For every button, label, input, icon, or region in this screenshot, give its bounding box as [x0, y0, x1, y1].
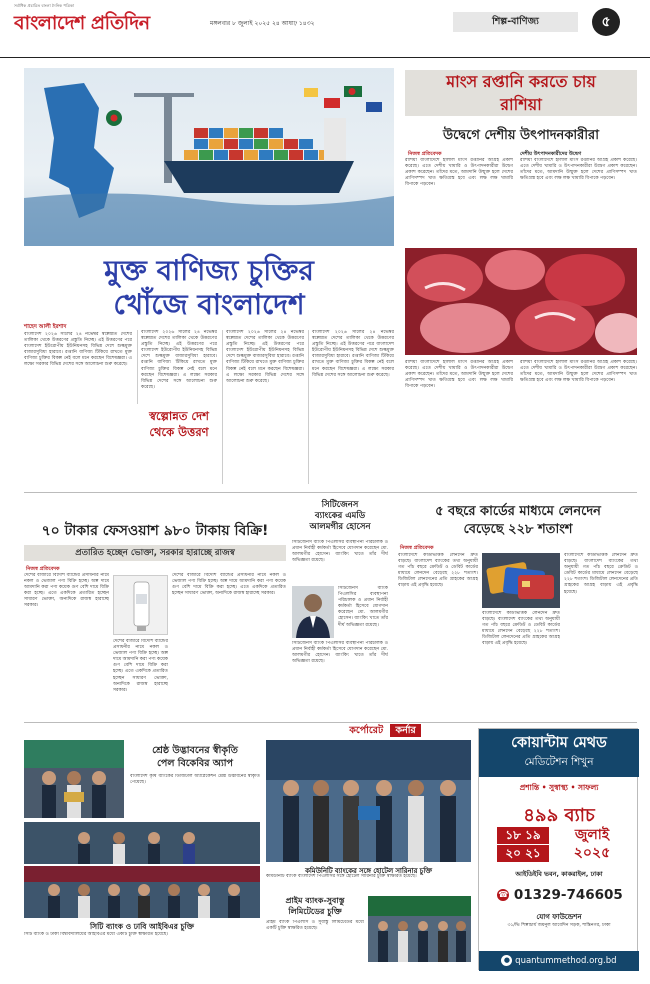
facewash-body-col2: দেশের বাজারে বিদেশি ব্যান্ডের প্রসাধনীর নামে নকল ও ভেজাল পণ্য বিক্রি হচ্ছে। অল্প দামে আমদানি করা পণ্য কয়েক গুণ বেশি দামে বিক্রি করা হচ্ছে। এতে একদিকে প্রতারিত হচ্ছেন সাধারণ ভোক্তা, অন্যদিকে রাজস্ব হারাচ্ছে সরকার।	[113, 639, 168, 693]
citizens-md-portrait	[292, 586, 334, 638]
meat-cuts-image	[405, 248, 637, 355]
containers	[184, 128, 333, 160]
person-avatar-icon	[292, 586, 334, 638]
city-bank-body: সিটি ব্যাংক ও ঢাকা বিশ্ববিদ্যালয়ের আইবিএর মধ্যে একটি চুক্তি স্বাক্ষরিত হয়েছে।	[24, 932, 169, 937]
cards-headline[interactable]	[398, 503, 638, 539]
bkb-title-line1: শ্রেষ্ঠ উদ্ভাবনের স্বীকৃতি	[152, 745, 238, 756]
citizens-title-line1: সিটিজেনস	[321, 500, 359, 510]
citizens-title[interactable]	[290, 500, 390, 533]
masthead-tagline: সর্বাধিক প্রচারিত বাংলা দৈনিক পত্রিকা	[14, 3, 75, 8]
quantum-ad[interactable]	[478, 728, 638, 970]
ad-brand-line1: কোয়ান্টাম মেথড	[511, 735, 607, 751]
ad-dates	[497, 827, 549, 862]
page-number: ৫	[592, 8, 620, 36]
citizens-body-top: সিটিজেনস ব্যাংক পিএলসির ব্যবস্থাপনা পরিচালক ও প্রধান নির্বাহী কর্মকর্তা হিসেবে যোগদান করেছেন মো. আলমগীর হোসেন। ব্যাংকিং খাতে তাঁর দীর্ঘ অভিজ্ঞতা রয়েছে।	[292, 540, 388, 564]
community-bank-body: কমিউনিটি ব্যাংক বাংলাদেশ পিএলসির সঙ্গে হোটেল সারিনার চুক্তি স্বাক্ষরিত হয়েছে।	[266, 874, 417, 879]
meat-headline[interactable]: মাংস রপ্তানি করতে চায় রাশিয়া	[405, 70, 637, 116]
cards-byline: নিজস্ব প্রতিবেদক	[400, 545, 434, 551]
facewash-body-col1: দেশের বাজারে বিদেশি ব্যান্ডের প্রসাধনীর নামে নকল ও ভেজাল পণ্য বিক্রি হচ্ছে। অল্প দামে আমদানি করা পণ্য কয়েক গুণ বেশি দামে বিক্রি করা হচ্ছে। এতে একদিকে প্রতারিত হচ্ছেন সাধারণ ভোক্তা, অন্যদিকে রাজস্ব হারাচ্ছে সরকার।	[24, 573, 109, 609]
ad-website: quantummethod.org.bd	[515, 956, 617, 966]
lead-headline[interactable]	[24, 254, 394, 322]
meat-subhead: উদ্বেগে দেশীয় উৎপাদনকারীরা	[443, 128, 599, 143]
corporate-label: কর্পোরেট	[349, 725, 384, 736]
ad-month-label: জুলাই	[574, 827, 610, 843]
city-bank-photo	[24, 866, 260, 918]
facewash-product-photo	[113, 575, 168, 635]
cards-headline-line1: ৫ বছরে কার্ডের মাধ্যমে লেনদেন	[435, 504, 601, 519]
masthead-logo[interactable]: বাংলাদেশ প্রতিদিন	[14, 12, 150, 34]
ad-brand-line2: মেডিটেশন শিখুন	[524, 756, 594, 768]
cargo-ship-map-illustration	[24, 68, 394, 246]
prime-title-line2: লিমিটেডের চুক্তি	[288, 907, 342, 916]
section-title: শিল্প-বাণিজ্য	[453, 12, 578, 32]
ad-tagline: প্রশান্তি • সুস্বাস্থ্য • সাফল্য	[519, 783, 599, 792]
ad-footer[interactable]	[479, 951, 639, 971]
bkb-award-body: বাংলাদেশ কৃষি ব্যাংকের ডিজিটাল অ্যাপ্লিকেশন শ্রেষ্ঠ উদ্ভাবনের স্বীকৃতি পেয়েছে।	[130, 774, 260, 786]
prime-bank-title[interactable]	[266, 895, 364, 917]
community-bank-agreement-photo	[266, 740, 471, 862]
prime-title-line1: প্রাইম ব্যাংক-সুবাস্তু	[285, 896, 345, 905]
prime-bank-body: প্রাইম ব্যাংক পিএলসি ও সুবাস্তু লিমিটেডের মধ্যে একটি চুক্তি স্বাক্ষরিত হয়েছে।	[266, 920, 364, 932]
citizens-body-bottom: সিটিজেনস ব্যাংক পিএলসির ব্যবস্থাপনা পরিচালক ও প্রধান নির্বাহী কর্মকর্তা হিসেবে যোগদান করেছেন মো. আলমগীর হোসেন। ব্যাংকিং খাতে তাঁর দীর্ঘ অভিজ্ঞতা রয়েছে।	[292, 641, 388, 665]
ad-phone-row[interactable]	[495, 887, 625, 903]
divider-mid	[24, 492, 637, 493]
meat-inline-head: দেশীয় উৎপাদনকারীদের উদ্বেগ	[520, 151, 582, 157]
facewash-tube-icon	[114, 576, 169, 636]
city-bank-caption[interactable]: সিটি ব্যাংক ও ঢাবি আইবিএর চুক্তি	[90, 922, 194, 931]
eye-icon: ●	[501, 955, 512, 966]
masthead	[0, 0, 650, 58]
cards-headline-line2: বেড়েছে ২২৮ শতাংশ	[463, 522, 573, 537]
ad-address: ৩১/ভি শিল্পাচার্য জয়নুল আবেদিন সড়ক, শান্তিনগর, ঢাকা	[507, 923, 611, 928]
lead-body-col4: বাংলাদেশ ২০২৬ সালের ২৪ নভেম্বর স্বল্পোন্নত দেশের তালিকা থেকে উত্তরণের প্রস্তুতি নিচ্ছে। এই উত্তরণের পরে বাংলাদেশ ইউরোপীয় ইউনিয়নসহ বিভিন্ন দেশে শুল্কমুক্ত বাজারসুবিধা হারাবে। রপ্তানি বাণিজ্য টিকিয়ে রাখতে মুক্ত বাণিজ্য চুক্তির বিকল্প নেই বলে মনে করছেন বিশেষজ্ঞরা। এ লক্ষ্যে সরকার বিভিন্ন দেশের সঙ্গে আলোচনা শুরু করেছে।	[308, 330, 394, 484]
prime-bank-agreement-photo	[368, 896, 471, 962]
lead-body-col1: বাংলাদেশ ২০২৬ সালের ২৪ নভেম্বর স্বল্পোন্নত দেশের তালিকা থেকে উত্তরণের প্রস্তুতি নিচ্ছে। এই উত্তরণের পরে বাংলাদেশ ইউরোপীয় ইউনিয়নসহ বিভিন্ন দেশে শুল্কমুক্ত বাজারসুবিধা হারাবে। রপ্তানি বাণিজ্য টিকিয়ে রাখতে মুক্ত বাণিজ্য চুক্তির বিকল্প নেই বলে মনে করছেন বিশেষজ্ঞরা। এ লক্ষ্যে সরকার বিভিন্ন দেশের সঙ্গে আলোচনা শুরু করেছে।	[24, 332, 132, 368]
ad-dates-row2: ২০ ২১	[497, 845, 549, 862]
citizens-title-line3: আলমগীর হোসেন	[309, 522, 371, 532]
lead-body-col3: বাংলাদেশ ২০২৬ সালের ২৪ নভেম্বর স্বল্পোন্নত দেশের তালিকা থেকে উত্তরণের প্রস্তুতি নিচ্ছে। এই উত্তরণের পরে বাংলাদেশ ইউরোপীয় ইউনিয়নসহ বিভিন্ন দেশে শুল্কমুক্ত বাজারসুবিধা হারাবে। রপ্তানি বাণিজ্য টিকিয়ে রাখতে মুক্ত বাণিজ্য চুক্তির বিকল্প নেই বলে মনে করছেন বিশেষজ্ঞরা। এ লক্ষ্যে সরকার বিভিন্ন দেশের সঙ্গে আলোচনা শুরু করেছে।	[222, 330, 304, 484]
bkb-title-line2: পেল বিকেবির অ্যাপ	[157, 758, 233, 769]
ad-venue: আইডিইবি ভবন, কাকরাইল, ঢাকা	[515, 870, 603, 878]
phone-icon: ☎	[498, 890, 509, 899]
ad-dates-row1: ১৮ ১৯	[497, 827, 549, 844]
facewash-byline: নিজস্ব প্রতিবেদক	[26, 566, 60, 572]
ad-month	[557, 826, 627, 862]
trade-illustration	[24, 68, 394, 246]
community-bank-photo	[266, 740, 471, 862]
meat-body-col4: রাশিয়া বাংলাদেশে হালাল মাংস রপ্তানির আগ্রহ প্রকাশ করেছে। এতে দেশীয় খামারি ও উৎপাদনকারীরা উদ্বেগ প্রকাশ করেছেন। তাঁদের মতে, আমদানি উন্মুক্ত হলে দেশের প্রাণিসম্পদ খাত ক্ষতিগ্রস্ত হবে এবং লক্ষ লক্ষ খামারি বিপাকে পড়বেন।	[520, 360, 637, 384]
issue-date: মঙ্গলবার ৮ জুলাই ২০২৫ ২৪ আষাঢ় ১৪৩২	[210, 20, 315, 27]
citizens-body-side: সিটিজেনস ব্যাংক পিএলসির ব্যবস্থাপনা পরিচালক ও প্রধান নির্বাহী কর্মকর্তা হিসেবে যোগদান করেছেন মো. আলমগীর হোসেন। ব্যাংকিং খাতে তাঁর দীর্ঘ অভিজ্ঞতা রয়েছে।	[338, 586, 388, 628]
pullquote-line2: থেকে উত্তরণ	[149, 425, 209, 439]
credit-cards-image	[482, 553, 560, 608]
prime-bank-photo	[368, 896, 471, 962]
cards-body-col1: বাংলাদেশে কার্ডভিত্তিক লেনদেন দ্রুত বাড়ছে। বাংলাদেশ ব্যাংকের তথ্য অনুযায়ী গত পাঁচ বছরে ক্রেডিট ও ডেবিট কার্ডের মাধ্যমে লেনদেন বেড়েছে ২২৮ শতাংশ। ডিজিটাল লেনদেনের প্রতি গ্রাহকের আগ্রহ বাড়ায় এই প্রবৃদ্ধি হয়েছে।	[398, 553, 478, 589]
lead-body-col2: বাংলাদেশ ২০২৬ সালের ২৪ নভেম্বর স্বল্পোন্নত দেশের তালিকা থেকে উত্তরণের প্রস্তুতি নিচ্ছে। এই উত্তরণের পরে বাংলাদেশ ইউরোপীয় ইউনিয়নসহ বিভিন্ন দেশে শুল্কমুক্ত বাজারসুবিধা হারাবে। রপ্তানি বাণিজ্য টিকিয়ে রাখতে মুক্ত বাণিজ্য চুক্তির বিকল্প নেই বলে মনে করছেন বিশেষজ্ঞরা। এ লক্ষ্যে সরকার বিভিন্ন দেশের সঙ্গে আলোচনা শুরু করেছে।	[137, 330, 217, 404]
cards-body-col3: বাংলাদেশে কার্ডভিত্তিক লেনদেন দ্রুত বাড়ছে। বাংলাদেশ ব্যাংকের তথ্য অনুযায়ী গত পাঁচ বছরে ক্রেডিট ও ডেবিট কার্ডের মাধ্যমে লেনদেন বেড়েছে ২২৮ শতাংশ। ডিজিটাল লেনদেনের প্রতি গ্রাহকের আগ্রহ বাড়ায় এই প্রবৃদ্ধি হয়েছে।	[564, 553, 638, 595]
lead-headline-line2: খোঁজে বাংলাদেশ	[113, 288, 305, 321]
bkb-award-photo-2	[24, 822, 260, 864]
ad-org: যোগ ফাউন্ডেশন	[536, 913, 582, 921]
facewash-subhead: প্রতারিত হচ্ছেন ভোক্তা, সরকার হারাচ্ছে রাজস্ব	[24, 545, 286, 561]
pullquote-line1: স্বল্পোন্নত দেশ	[149, 409, 209, 423]
bkb-award-title[interactable]	[130, 744, 260, 770]
meat-body-col3: রাশিয়া বাংলাদেশে হালাল মাংস রপ্তানির আগ্রহ প্রকাশ করেছে। এতে দেশীয় খামারি ও উৎপাদনকারীরা উদ্বেগ প্রকাশ করেছেন। তাঁদের মতে, আমদানি উন্মুক্ত হলে দেশের প্রাণিসম্পদ খাত ক্ষতিগ্রস্ত হবে এবং লক্ষ লক্ষ খামারি বিপাকে পড়বেন।	[405, 360, 513, 390]
meat-body-col2: রাশিয়া বাংলাদেশে হালাল মাংস রপ্তানির আগ্রহ প্রকাশ করেছে। এতে দেশীয় খামারি ও উৎপাদনকারীরা উদ্বেগ প্রকাশ করেছেন। তাঁদের মতে, আমদানি উন্মুক্ত হলে দেশের প্রাণিসম্পদ খাত ক্ষতিগ্রস্ত হবে এবং লক্ষ লক্ষ খামারি বিপাকে পড়বেন।	[520, 158, 637, 182]
ad-batch: ৪৯৯ ব্যাচ	[523, 805, 595, 826]
citizens-title-line2: ব্যাংকের এমডি	[314, 511, 366, 521]
lead-pullquote	[140, 408, 218, 440]
facewash-headline[interactable]: ৭০ টাকার ফেসওয়াশ ৯৮০ টাকায় বিক্রি!	[41, 523, 269, 539]
corner-label: কর্নার	[390, 724, 420, 737]
ship-hull	[164, 161, 354, 193]
ad-phone: 01329-746605	[513, 887, 623, 903]
cards-body-col2: বাংলাদেশে কার্ডভিত্তিক লেনদেন দ্রুত বাড়ছে। বাংলাদেশ ব্যাংকের তথ্য অনুযায়ী গত পাঁচ বছরে ক্রেডিট ও ডেবিট কার্ডের মাধ্যমে লেনদেন বেড়েছে ২২৮ শতাংশ। ডিজিটাল লেনদেনের প্রতি গ্রাহকের আগ্রহ বাড়ায় এই প্রবৃদ্ধি হয়েছে।	[482, 611, 560, 647]
ad-header	[479, 729, 639, 777]
lead-headline-line1: মুক্ত বাণিজ্য চুক্তির	[104, 254, 314, 287]
community-bank-caption[interactable]: কমিউনিটি ব্যাংকের সঙ্গে হোটেল সারিনার চুক্তি	[305, 867, 432, 875]
meat-photo	[405, 248, 637, 355]
city-bank-agreement-photo	[24, 866, 260, 918]
award-stage-photo	[24, 822, 260, 864]
ad-year-label: ২০২৫	[573, 845, 611, 861]
facewash-body-col3: দেশের বাজারে বিদেশি ব্যান্ডের প্রসাধনীর নামে নকল ও ভেজাল পণ্য বিক্রি হচ্ছে। অল্প দামে আমদানি করা পণ্য কয়েক গুণ বেশি দামে বিক্রি করা হচ্ছে। এতে একদিকে প্রতারিত হচ্ছেন সাধারণ ভোক্তা, অন্যদিকে রাজস্ব হারাচ্ছে সরকার।	[172, 573, 286, 597]
meat-byline: নিজস্ব প্রতিবেদক	[408, 151, 442, 157]
meat-body-col1: রাশিয়া বাংলাদেশে হালাল মাংস রপ্তানির আগ্রহ প্রকাশ করেছে। এতে দেশীয় খামারি ও উৎপাদনকারীরা উদ্বেগ প্রকাশ করেছেন। তাঁদের মতে, আমদানি উন্মুক্ত হলে দেশের প্রাণিসম্পদ খাত ক্ষতিগ্রস্ত হবে এবং লক্ষ লক্ষ খামারি বিপাকে পড়বেন।	[405, 158, 513, 188]
corporate-corner-label	[300, 724, 470, 739]
lead-byline: শাহেদ আলী ইরশাদ	[24, 324, 67, 330]
divider-lower	[24, 722, 637, 723]
flags	[304, 86, 382, 112]
award-group-photo	[24, 740, 124, 818]
bkb-award-photo	[24, 740, 124, 818]
cards-photo	[482, 553, 560, 608]
